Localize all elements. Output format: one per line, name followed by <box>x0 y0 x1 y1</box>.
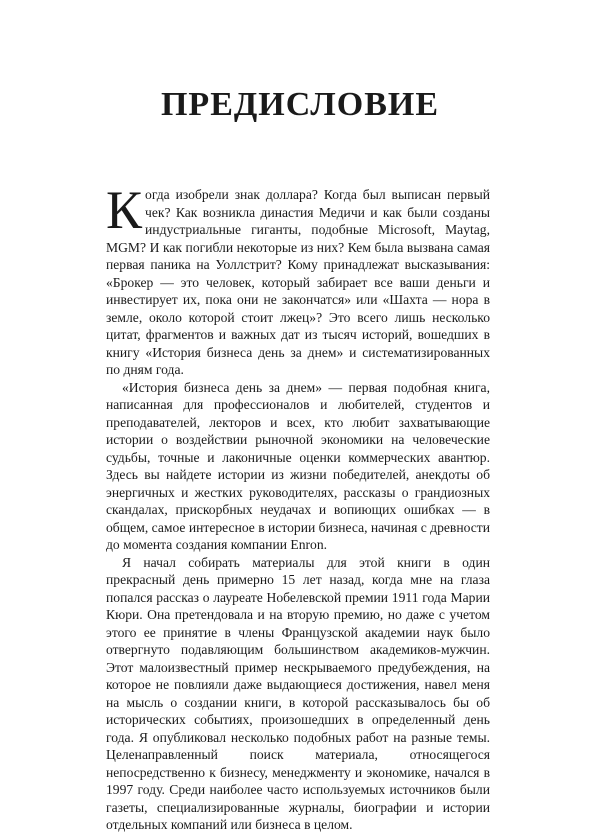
body-text <box>106 180 490 834</box>
paragraph-1 <box>106 180 490 379</box>
page-title: ПРЕДИСЛОВИЕ <box>160 86 440 123</box>
paragraph-3: Я начал собирать материалы для этой книги в один прекрасный день примерно 15 лет назад, когда мне на глаза попался рассказ о лауреате Нобелевской премии 1911 года Марии Кюри. Она претендовала и на вторую премию, но даже с учетом этого ее принятие в члены Французской академии наук было отвергнуто подавляющим большинством академиков-мужчин. Этот малоизвестный пример нескрываемого предубеждения, на которое не повлияли даже выдающиеся достижения, навел меня на мысль о создании книги, в которой рассказывалось бы об исторических событиях, произошедших в определенный день года. Я опубликовал несколько подобных работ на разные темы. Целенаправленный поиск материала, относящегося непосредственно к бизнесу, менеджменту и экономике, начался в 1997 году. Среди наиболее часто используемых источников были газеты, специализированные журналы, биографии и истории отдельных компаний или бизнеса в целом. <box>106 554 490 832</box>
paragraph-2: «История бизнеса день за днем» — первая подобная книга, написанная для профессионалов и любителей, студентов и преподавателей, лекторов и всех, кто любит захватывающие истории о воздействии рыночной экономики на человеческие судьбы, точные и лаконичные оценки коммерческих авантюр. Здесь вы найдете истории из жизни победителей, анекдоты об энергичных и жестких руководителях, рассказы о грандиозных скандалах, прискорбных неудачах и вопиющих ошибках — в общем, самое интересное в истории бизнеса, начиная с древности до момента создания компании Enron. <box>106 379 490 552</box>
drop-cap: К <box>106 180 143 240</box>
paragraph-1-text: огда изобрели знак доллара? Когда был выписан первый чек? Как возникла династия Медичи и как были созданы индустриальные гиганты, подобные Microsoft, Maytag, MGM? И как погибли некоторые из них? Кем была вызвана самая первая паника на Уоллстрит? Кому принадлежат высказывания: «Брокер — это человек, который забирает все ваши деньги и инвестирует их, пока они не закончатся» или «Шахта — нора в земле, около которой стоит лжец»? Это всего лишь несколько цитат, фрагментов и важных дат из тысяч историй, вошедших в книгу «История бизнеса день за днем» и систематизированных по дням года. <box>106 187 490 377</box>
